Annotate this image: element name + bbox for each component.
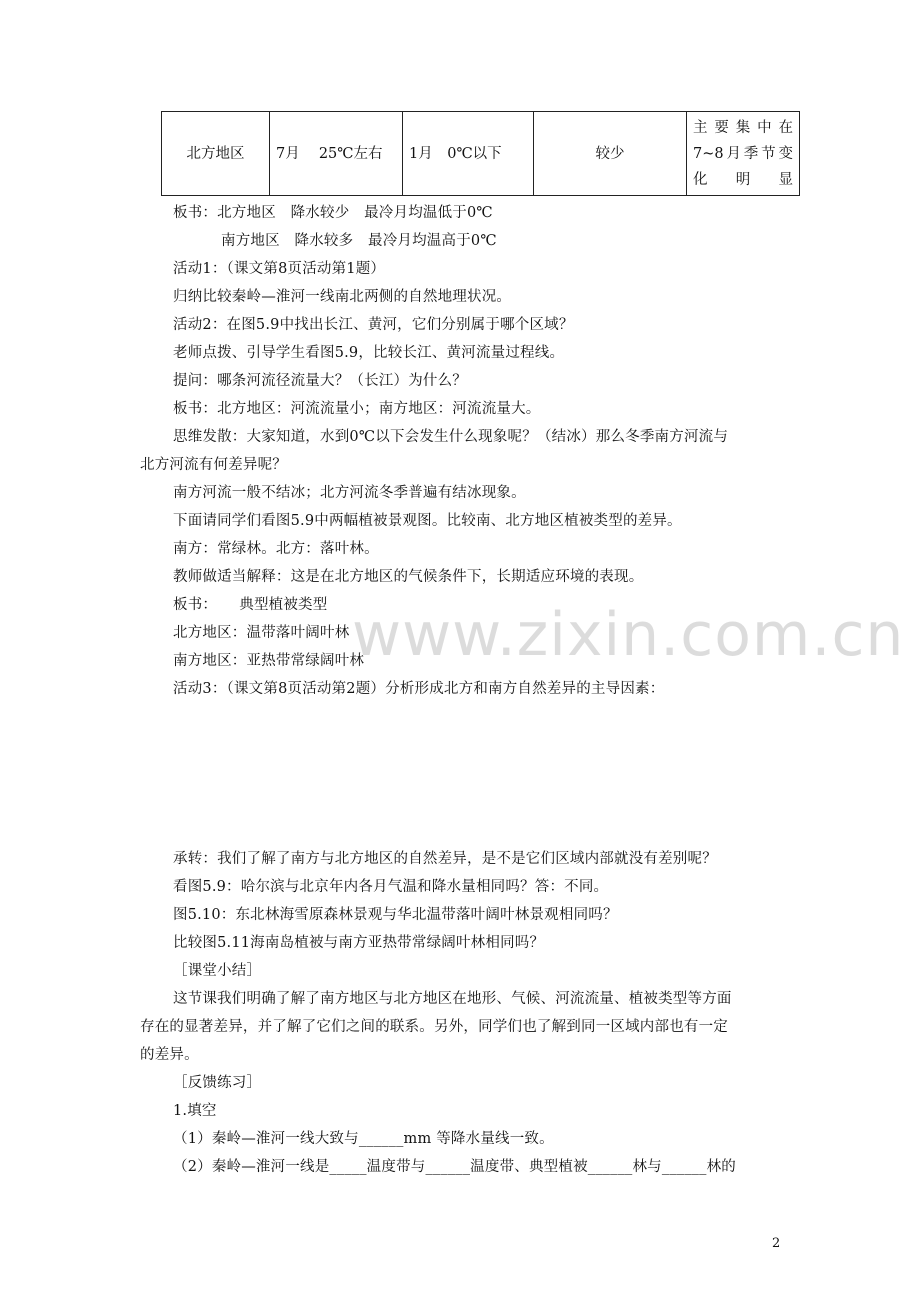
text-line: （1）秦岭—淮河一线大致与______mm 等降水量线一致。: [173, 1131, 554, 1147]
text-line: 提问：哪条河流径流量大？（长江）为什么？: [173, 373, 467, 389]
summer-temp-cell: 7月 25℃左右: [270, 112, 403, 196]
text-line: 活动2：在图5.9中找出长江、黄河，它们分别属于哪个区域？: [173, 317, 574, 333]
text-line: 板书：北方地区：河流流量小；南方地区：河流流量大。: [173, 401, 541, 417]
text-line: 教师做适当解释：这是在北方地区的气候条件下，长期适应环境的表现。: [173, 569, 644, 585]
climate-table: [161, 111, 800, 196]
text-line: 比较图5.11海南岛植被与南方亚热带常绿阔叶林相同吗？: [173, 935, 545, 951]
section-heading: ［反馈练习］: [173, 1075, 262, 1091]
section-heading: ［课堂小结］: [173, 963, 262, 979]
text-line: 这节课我们明确了解了南方地区与北方地区在地形、气候、河流流量、植被类型等方面: [173, 991, 732, 1007]
text-line: 承转：我们了解了南方与北方地区的自然差异，是不是它们区域内部就没有差别呢？: [173, 851, 717, 867]
winter-temp-cell: 1月 0℃以下: [403, 112, 534, 196]
text-line: 板书：北方地区 降水较少 最冷月均温低于0℃: [173, 205, 493, 221]
text-line: 北方地区：温带落叶阔叶林: [173, 625, 350, 641]
text-line: 存在的显著差异，并了解了它们之间的联系。另外，同学们也了解到同一区域内部也有一定: [140, 1019, 728, 1035]
table-row: [162, 112, 800, 196]
text-line: 板书： 典型植被类型: [173, 597, 328, 613]
text-line: 归纳比较秦岭—淮河一线南北两侧的自然地理状况。: [173, 289, 512, 305]
text-line: 活动1：（课文第8页活动第1题）: [173, 261, 386, 277]
watermark: www.zixin.com.cn: [352, 600, 905, 670]
text-line: 下面请同学们看图5.9中两幅植被景观图。比较南、北方地区植被类型的差异。: [173, 513, 682, 529]
text-line: 老师点拨、引导学生看图5.9，比较长江、黄河流量过程线。: [173, 345, 565, 361]
season-cell: 主要集中在7~8月季节变化明显: [687, 112, 800, 196]
region-cell: 北方地区: [162, 112, 270, 196]
text-line: 南方地区 降水较多 最冷月均温高于0℃: [221, 233, 497, 249]
text-line: 北方河流有何差异呢？: [140, 457, 287, 473]
text-line: 的差异。: [140, 1047, 199, 1063]
text-line: 南方地区：亚热带常绿阔叶林: [173, 653, 365, 669]
text-line: 1.填空: [173, 1103, 217, 1119]
text-line: 南方河流一般不结冰；北方河流冬季普遍有结冰现象。: [173, 485, 526, 501]
precipitation-cell: 较少: [534, 112, 687, 196]
text-line: 思维发散：大家知道，水到0℃以下会发生什么现象呢？（结冰）那么冬季南方河流与: [173, 429, 729, 445]
text-line: 图5.10：东北林海雪原森林景观与华北温带落叶阔叶林景观相同吗？: [173, 907, 618, 923]
text-line: 活动3：（课文第8页活动第2题）分析形成北方和南方自然差异的主导因素：: [173, 681, 665, 697]
page-number: 2: [772, 1236, 781, 1251]
text-line: 看图5.9：哈尔滨与北京年内各月气温和降水量相同吗？答：不同。: [173, 879, 609, 895]
text-line: （2）秦岭—淮河一线是_____温度带与______温度带、典型植被______林与______林的: [173, 1159, 736, 1175]
text-line: 南方：常绿林。北方：落叶林。: [173, 541, 379, 557]
